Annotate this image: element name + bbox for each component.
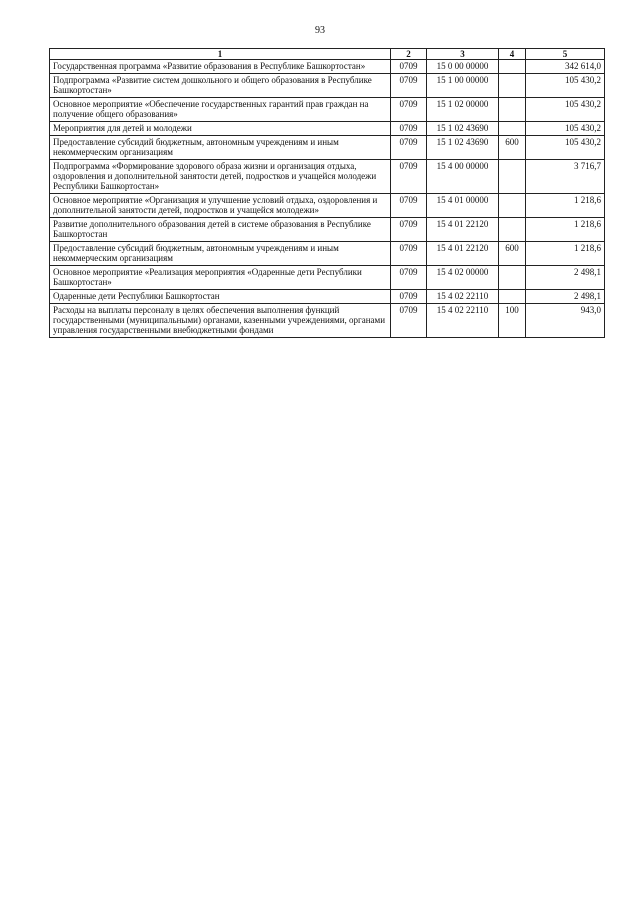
table-row	[50, 266, 605, 290]
row-expense-type	[499, 218, 526, 242]
row-target-code: 15 1 02 00000	[427, 98, 499, 122]
row-section-code: 0709	[391, 122, 427, 136]
row-expense-type	[499, 194, 526, 218]
row-amount: 1 218,6	[526, 218, 605, 242]
row-name: Основное мероприятие «Организация и улучшение условий отдыха, оздоровления и дополнительной занятости детей, подростков и учащейся молодежи»	[50, 194, 391, 218]
row-name: Предоставление субсидий бюджетным, автономным учреждениям и иным некоммерческим организациям	[50, 242, 391, 266]
page-number: 93	[315, 25, 325, 36]
row-expense-type	[499, 160, 526, 194]
table-row	[50, 136, 605, 160]
row-section-code: 0709	[391, 160, 427, 194]
row-target-code: 15 4 01 22120	[427, 242, 499, 266]
table-row	[50, 98, 605, 122]
header-col-1: 1	[50, 49, 391, 60]
table-row	[50, 194, 605, 218]
table-row	[50, 218, 605, 242]
row-section-code: 0709	[391, 290, 427, 304]
table-row	[50, 74, 605, 98]
row-section-code: 0709	[391, 304, 427, 338]
row-amount: 1 218,6	[526, 242, 605, 266]
row-name: Подпрограмма «Формирование здорового образа жизни и организация отдыха, оздоровления и дополнительной занятости детей, подростков и учащейся молодежи Республики Башкортостан»	[50, 160, 391, 194]
table-row	[50, 304, 605, 338]
budget-table	[49, 48, 605, 338]
row-amount: 2 498,1	[526, 290, 605, 304]
row-amount: 1 218,6	[526, 194, 605, 218]
table-row	[50, 290, 605, 304]
row-amount: 943,0	[526, 304, 605, 338]
table-row	[50, 160, 605, 194]
row-section-code: 0709	[391, 194, 427, 218]
row-expense-type	[499, 266, 526, 290]
row-section-code: 0709	[391, 136, 427, 160]
row-amount: 105 430,2	[526, 74, 605, 98]
row-amount: 342 614,0	[526, 60, 605, 74]
row-amount: 105 430,2	[526, 122, 605, 136]
row-section-code: 0709	[391, 218, 427, 242]
row-name: Одаренные дети Республики Башкортостан	[50, 290, 391, 304]
row-target-code: 15 4 02 22110	[427, 304, 499, 338]
row-target-code: 15 4 00 00000	[427, 160, 499, 194]
table-row	[50, 122, 605, 136]
row-section-code: 0709	[391, 266, 427, 290]
row-target-code: 15 1 02 43690	[427, 136, 499, 160]
header-row	[50, 49, 605, 60]
table-row	[50, 242, 605, 266]
table-header	[50, 49, 605, 60]
table-row	[50, 60, 605, 74]
header-col-4: 4	[499, 49, 526, 60]
row-expense-type	[499, 122, 526, 136]
row-expense-type: 600	[499, 242, 526, 266]
row-amount: 2 498,1	[526, 266, 605, 290]
row-target-code: 15 1 00 00000	[427, 74, 499, 98]
row-section-code: 0709	[391, 242, 427, 266]
row-expense-type	[499, 74, 526, 98]
row-target-code: 15 0 00 00000	[427, 60, 499, 74]
row-expense-type	[499, 290, 526, 304]
row-section-code: 0709	[391, 98, 427, 122]
row-expense-type: 600	[499, 136, 526, 160]
row-target-code: 15 4 01 22120	[427, 218, 499, 242]
row-name: Основное мероприятие «Обеспечение государственных гарантий прав граждан на получение общего образования»	[50, 98, 391, 122]
row-name: Подпрограмма «Развитие систем дошкольного и общего образования в Республике Башкортостан»	[50, 74, 391, 98]
header-col-3: 3	[427, 49, 499, 60]
row-target-code: 15 4 02 22110	[427, 290, 499, 304]
row-expense-type	[499, 98, 526, 122]
row-name: Государственная программа «Развитие образования в Республике Башкортостан»	[50, 60, 391, 74]
row-amount: 3 716,7	[526, 160, 605, 194]
row-name: Предоставление субсидий бюджетным, автономным учреждениям и иным некоммерческим организациям	[50, 136, 391, 160]
row-expense-type	[499, 60, 526, 74]
row-section-code: 0709	[391, 74, 427, 98]
row-name: Основное мероприятие «Реализация мероприятия «Одаренные дети Республики Башкортостан»	[50, 266, 391, 290]
row-target-code: 15 4 02 00000	[427, 266, 499, 290]
table-body	[50, 60, 605, 338]
row-target-code: 15 4 01 00000	[427, 194, 499, 218]
row-section-code: 0709	[391, 60, 427, 74]
row-name: Развитие дополнительного образования детей в системе образования в Республике Башкортостан	[50, 218, 391, 242]
header-col-5: 5	[526, 49, 605, 60]
row-amount: 105 430,2	[526, 98, 605, 122]
row-name: Расходы на выплаты персоналу в целях обеспечения выполнения функций государственными (муниципальными) органами, казенными учреждениями, органами управления государственными внебюджетными фондами	[50, 304, 391, 338]
header-col-2: 2	[391, 49, 427, 60]
row-expense-type: 100	[499, 304, 526, 338]
row-name: Мероприятия для детей и молодежи	[50, 122, 391, 136]
row-target-code: 15 1 02 43690	[427, 122, 499, 136]
row-amount: 105 430,2	[526, 136, 605, 160]
